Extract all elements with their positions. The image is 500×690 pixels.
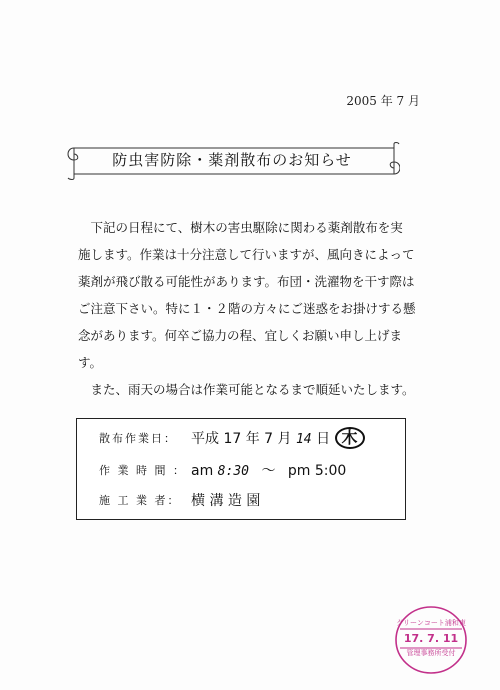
contractor-label: 施 工 業 者： [99, 494, 181, 507]
title-banner [64, 140, 400, 180]
work-time-value [191, 460, 346, 480]
reception-stamp [392, 604, 470, 676]
notice-body [78, 214, 418, 403]
work-time-end: pm 5:00 [287, 463, 347, 479]
notice-title: 防虫害防除・薬剤散布のお知らせ [112, 151, 352, 169]
notice-date: 2005 年 7 月 [346, 94, 420, 108]
work-time-row [99, 459, 346, 481]
spray-date-value [191, 427, 365, 449]
stamp-date-text: 17. 7. 11 [403, 632, 459, 645]
spray-date-prefix: 平成 17 年 7 月 [191, 431, 292, 447]
spray-date-weekday: 木 [335, 427, 365, 449]
work-time-label: 作 業 時 間 ： [99, 464, 186, 477]
contractor-name: 横 溝 造 園 [191, 493, 261, 509]
stamp-bottom-text: 管理事務所受付 [406, 649, 456, 657]
work-time-start: 8:30 [217, 464, 249, 479]
schedule-box [76, 418, 406, 520]
spray-date-suffix: 日 [316, 431, 331, 447]
work-time-separator: 〜 [261, 463, 276, 479]
stamp-top-text: グリーンコート浦和東 [396, 619, 466, 627]
body-paragraph-1: 下記の日程にて、樹木の害虫駆除に関わる薬剤散布を実 施します。作業は十分注意して行いますが、風向きによって 薬剤が飛び散る可能性があります。布団・洗濯物を干す際は ご注意下さい。特に１・２階の方々にご迷惑をお掛けする懸 念があります。何卒ご協力の程、宜しくお願い申し上げます。 [78, 220, 416, 370]
body-paragraph-2: また、雨天の場合は作業可能となるまで順延いたします。 [90, 382, 415, 397]
spray-date-label: 散布作業日： [99, 432, 177, 445]
work-time-am: am [191, 463, 214, 479]
spray-date-row [99, 427, 365, 449]
contractor-row [99, 489, 260, 511]
spray-date-day: 14 [295, 432, 312, 447]
